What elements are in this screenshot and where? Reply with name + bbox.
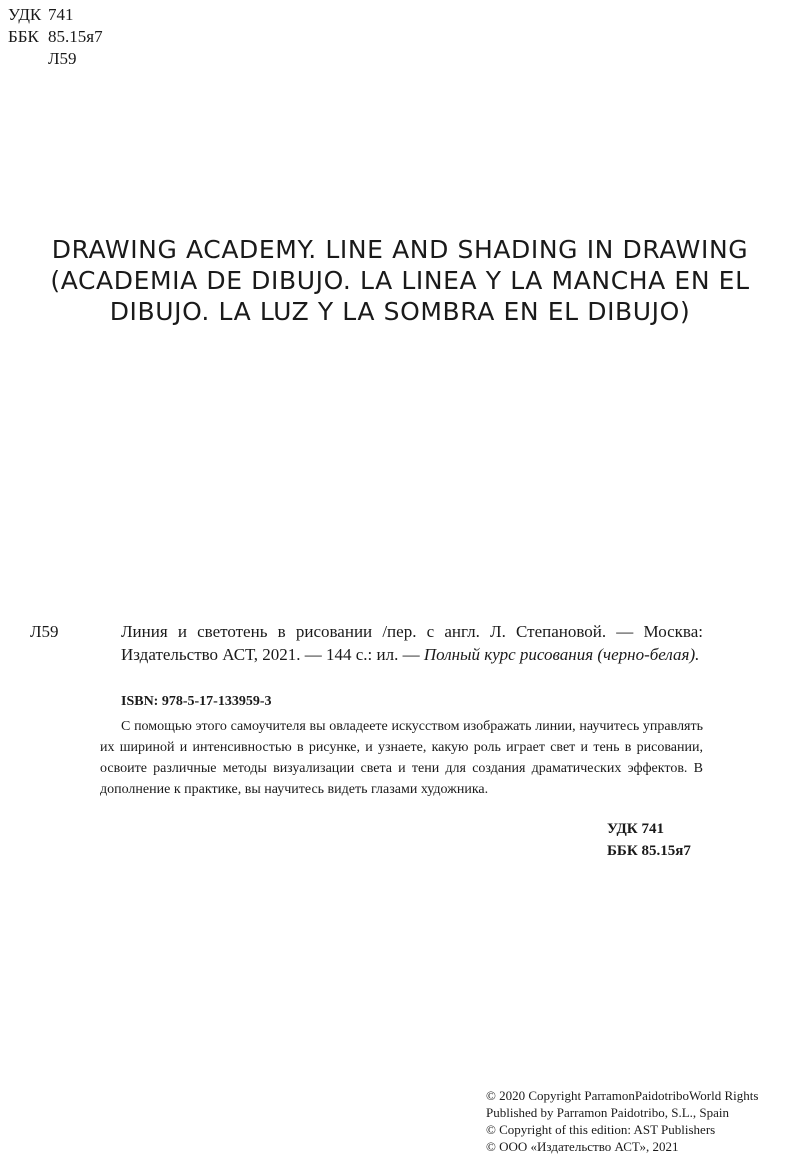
- annotation-text: С помощью этого самоучителя вы овладеете искусством изображать линии, научитесь управлять их шириной и интенсивностью в рисунке, и узнаете, какую роль играет свет и тень в рисовании, освоите различные методы визуализации света и тени для создания драматических эффектов. В дополнение к практике, вы научитесь видеть глазами художника.: [100, 719, 703, 797]
- classification-codes: [8, 4, 103, 70]
- catalog-author-mark: Л59: [30, 622, 59, 641]
- description-main: Линия и светотень в рисовании /пер. с англ. Л. Степановой. — Москва: Издательство АСТ, 2021. — 144 с.: ил. —: [121, 622, 703, 664]
- copyright-block: [486, 1087, 758, 1155]
- description-series: Полный курс рисования (черно-белая).: [423, 645, 700, 664]
- bbk-value: 85.15я7: [48, 27, 103, 46]
- annotation: [100, 716, 703, 800]
- title-line: DIBUJO. LA LUZ Y LA SOMBRA EN EL DIBUJO): [109, 297, 691, 326]
- copyright-line: © ООО «Издательство АСТ», 2021: [486, 1139, 679, 1154]
- original-title: [30, 234, 770, 327]
- copyright-line: © 2020 Copyright ParramonPaidotriboWorld Rights: [486, 1088, 759, 1103]
- title-line: DRAWING ACADEMY. LINE AND SHADING IN DRAWING: [51, 235, 749, 264]
- catalog-udk: УДК 741: [607, 821, 664, 837]
- udk-value: 741: [48, 5, 74, 24]
- bbk-row: [8, 26, 103, 48]
- author-mark: Л59: [48, 49, 77, 68]
- udk-row: [8, 4, 103, 26]
- copyright-line: Published by Parramon Paidotribo, S.L., Spain: [486, 1105, 730, 1120]
- isbn: ISBN: 978-5-17-133959-3: [121, 694, 272, 709]
- catalog-bbk: ББК 85.15я7: [607, 843, 691, 859]
- copyright-line: © Copyright of this edition: AST Publishers: [486, 1122, 716, 1137]
- bbk-label: ББК: [8, 27, 39, 46]
- catalog-codes: [607, 818, 691, 862]
- title-line: (ACADEMIA DE DIBUJO. LA LINEA Y LA MANCHA EN EL: [50, 266, 750, 295]
- udk-label: УДК: [8, 5, 42, 24]
- catalog-description: [121, 620, 703, 666]
